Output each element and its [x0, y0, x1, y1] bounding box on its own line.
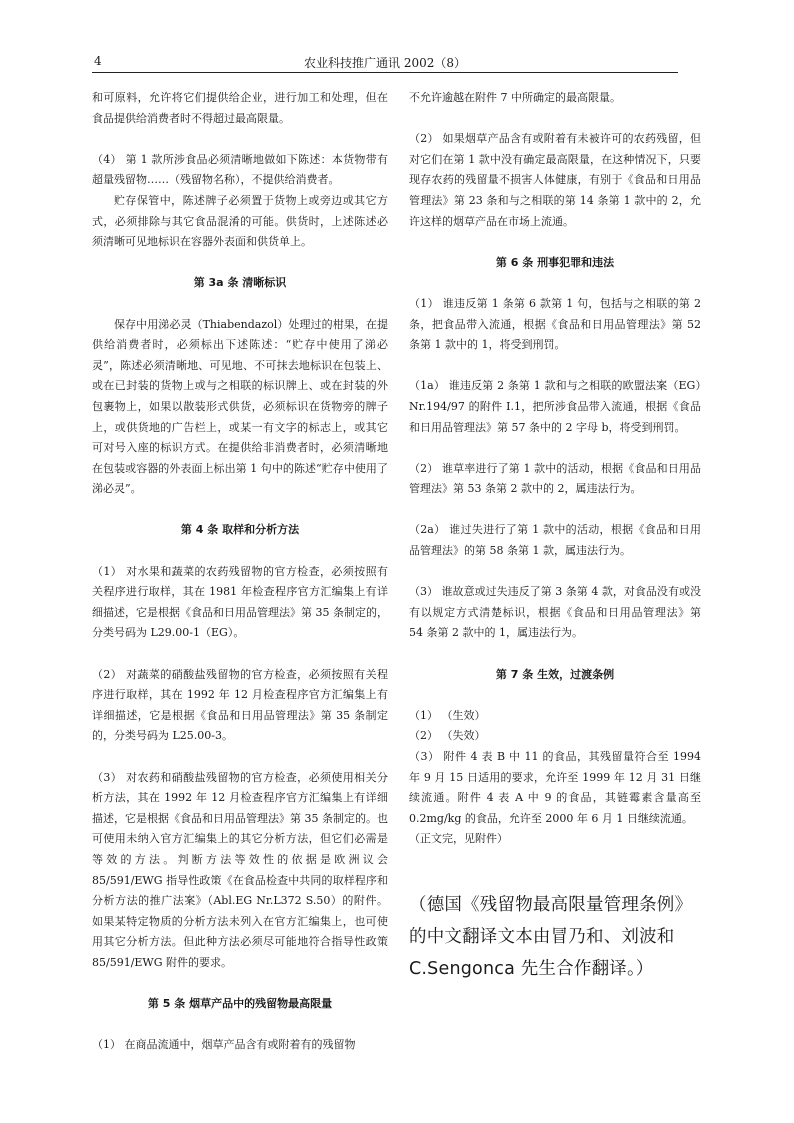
section-heading: 第 4 条 取样和分析方法 [180, 523, 300, 537]
paragraph: （2a） 谁过失进行了第 1 款中的活动，根据《食品和日用品管理法》的第 58 条第 1 款，属违法行为。 [409, 523, 701, 558]
paragraph: （1） （生效） [409, 708, 486, 722]
paragraph: 不允许逾越在附件 7 中所确定的最高限量。 [409, 91, 621, 104]
paragraph: （3） 谁故意或过失违反了第 3 条第 4 款，对食品没有或没有以规定方式清楚标识，根据《食品和日用品管理法》第 54 条第 2 款中的 1，属违法行为。 [409, 585, 701, 640]
translation-credit: （德国《残留物最高限量管理条例》的中文翻译文本由冒乃和、刘波和 C.Sengonca 先生合作翻译。） [409, 895, 693, 979]
paragraph: （1a） 谁违反第 2 条第 1 款和与之相联的欧盟法案（EG）Nr.194/97 的附件 I.1，把所涉食品带入流通，根据《食品和日用品管理法》第 57 条中的 2 字母 b，将受到刑罚。 [409, 379, 701, 434]
section-heading: 第 7 条 生效，过渡条例 [495, 667, 615, 681]
paragraph: （2） （失效） [409, 729, 486, 743]
paragraph: 贮存保管中，陈述牌子必须置于货物上或旁边或其它方式，必须排除与其它食品混淆的可能。供货时，上述陈述必须清晰可见地标识在容器外表面和供货单上。 [92, 193, 388, 249]
header-rule [92, 72, 678, 73]
paragraph: （1） 谁违反第 1 条第 6 款第 1 句，包括与之相联的第 2 条，把食品带入流通，根据《食品和日用品管理法》第 52 条第 1 款中的 1，将受到刑罚。 [409, 296, 701, 352]
section-heading: 第 5 条 烟草产品中的残留物最高限量 [147, 997, 333, 1011]
paragraph: （1） 在商品流通中，烟草产品含有或附着有的残留物 [92, 1038, 356, 1052]
left-column [92, 88, 388, 1077]
section-heading: 第 6 条 刑事犯罪和违法 [495, 255, 615, 269]
paragraph: （2） 谁草率进行了第 1 款中的活动，根据《食品和日用品管理法》第 53 条第 2 款中的 2，属违法行为。 [409, 461, 701, 496]
page-number: 4 [94, 54, 102, 68]
paragraph: （2） 如果烟草产品含有或附着有未被许可的农药残留，但对它们在第 1 款中没有确定最高限量，在这种情况下，只要现存农药的残留量不损害人体健康，有别于《食品和日用品管理法》第 23 条和与之相联的第 14 条第 1 款中的 2，允许这样的烟草产品在市场上流通。 [409, 132, 701, 228]
paragraph: （1） 对水果和蔬菜的农药残留物的官方检查，必须按照有关程序进行取样，其在 1981 年检查程序官方汇编集上有详细描述，它是根据《食品和日用品管理法》第 35 条制定的，分类号码为 L29.00-1（EG）。 [92, 564, 388, 640]
section-heading: 第 3a 条 清晰标识 [193, 276, 287, 290]
paragraph: 和可原料，允许将它们提供给企业，进行加工和处理，但在食品提供给消费者时不得超过最高限量。 [92, 91, 388, 125]
running-title: 农业科技推广通讯 2002（8） [304, 56, 466, 70]
paragraph: （正文完，见附件） [409, 832, 508, 846]
paragraph: （3） 对农药和硝酸盐残留物的官方检查，必须使用相关分析方法，其在 1992 年 12 月检查程序官方汇编集上有详细描述，它是根据《食品和日用品管理法》第 35 条制定的。也可使用未纳入官方汇编集上的其它分析方法，但它们必需是等效的方法。判断方法等效性的依据是欧洲议会 85/591/EWG 指导性政策《在食品检查中共同的取样程序和分析方法的推广法案》（Abl.EG Nr.L372 S.50）的附件。如果某特定物质的分析方法未列入在官方汇编集上，也可使用其它分析方法。但此种方法必须尽可能地符合指导性政策 85/591/EWG 附件的要求。 [92, 770, 388, 969]
right-column [409, 88, 701, 850]
paragraph: （4） 第 1 款所涉食品必须清晰地做如下陈述：本货物带有超量残留物……（残留物名称），不提供给消费者。 [92, 152, 388, 187]
paragraph: （3） 附件 4 表 B 中 11 的食品，其残留量符合至 1994 年 9 月 15 日适用的要求，允许至 1999 年 12 月 31 日继续流通。附件 4 表 A 中 9 的食品，其链霉素含量高至 0.2mg/kg 的食品，允许至 2000 年 6 月 1 日继续流通。 [409, 750, 701, 825]
paragraph: 保存中用涕必灵（Thiabendazol）处理过的柑果，在提供给消费者时，必须标出下述陈述：“贮存中使用了涕必灵”，陈述必须清晰地、可见地、不可抹去地标识在包装上、或在已封装的货物上或与之相联的标识牌上、或在封装的外包裹物上，如果以散装形式供货，必须标识在货物旁的牌子上，或供货地的广告栏上，或某一有文字的标志上，或其它可对号入座的标识方式。在提供给非消费者时，必须清晰地在包装或容器的外表面上标出第 1 句中的陈述“贮存中使用了涕必灵”。 [92, 317, 388, 496]
paragraph: （2） 对蔬菜的硝酸盐残留物的官方检查，必须按照有关程序进行取样，其在 1992 年 12 月检查程序官方汇编集上有详细描述，它是根据《食品和日用品管理法》第 35 条制定的，分类号码为 L25.00-3。 [92, 667, 388, 743]
page-header [92, 54, 678, 72]
